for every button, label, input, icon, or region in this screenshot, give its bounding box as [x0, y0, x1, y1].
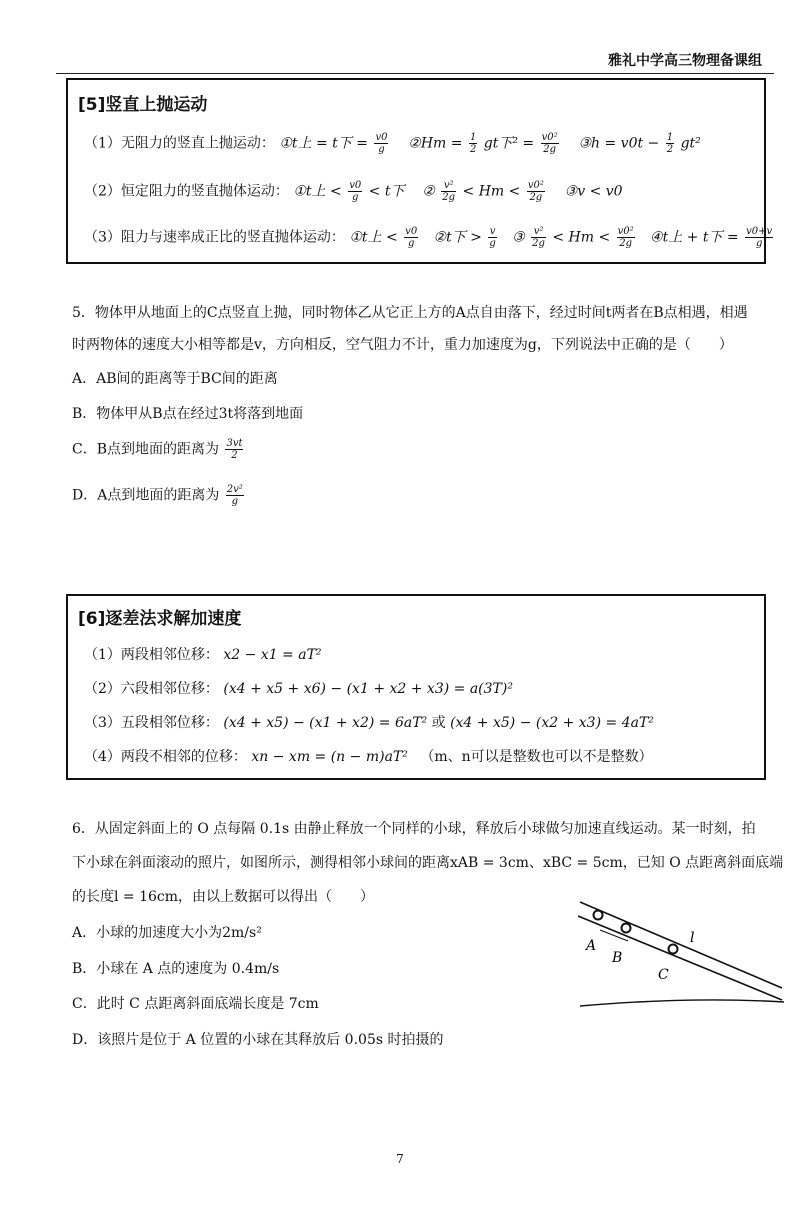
- fraction: $\frac{1}{2}$: [469, 132, 477, 155]
- section6-box: [66, 594, 766, 780]
- formula-part: ①t上 <: [293, 183, 347, 200]
- section5-line3: [84, 226, 775, 249]
- formula: (x4 + x5 + x6) − (x1 + x2 + x3) = a(3T)²: [223, 681, 513, 697]
- section6-line1: [84, 644, 322, 664]
- fraction: $\frac{v0}{g}$: [349, 180, 362, 203]
- or-text: 或: [431, 715, 446, 731]
- formula-part: gt²: [680, 135, 701, 152]
- question5-stem-line1: 5．物体甲从地面上的C点竖直上抛，同时物体乙从它正上方的A点自由落下，经过时间t两者在B点相遇，相遇: [72, 305, 748, 321]
- fraction: $\frac{3vt}{2}$: [226, 438, 243, 461]
- section6-line3-label: （3）五段相邻位移：: [84, 715, 219, 731]
- page-number: 7: [396, 1152, 404, 1166]
- label-l: l: [690, 930, 695, 946]
- formula-part: ④t上 + t下 =: [650, 229, 744, 246]
- formula-height: ③h = v0t −: [578, 135, 664, 152]
- ball-c: [669, 945, 678, 954]
- section6-line3: [84, 712, 654, 732]
- label-b: B: [612, 950, 623, 966]
- fraction: $\frac{\text{2v²}}{g}$: [226, 484, 243, 507]
- question6-option-a: A．小球的加速度大小为2m/s²: [72, 925, 262, 941]
- incline-top-edge: [580, 902, 782, 988]
- section5-line2: [84, 180, 623, 203]
- question6-stem-line1: 6．从固定斜面上的 O 点每隔 0.1s 由静止释放一个同样的小球，释放后小球做匀加速直线运动。某一时刻，拍: [72, 821, 756, 837]
- formula-max-height: ②Hm =: [408, 135, 467, 152]
- formula-part: < Hm <: [552, 229, 615, 246]
- section6-line4: [84, 746, 653, 766]
- section6-line2-label: （2）六段相邻位移：: [84, 681, 219, 697]
- question6-option-b: B．小球在 A 点的速度为 0.4m/s: [72, 961, 280, 977]
- formula-part: ③v < v0: [564, 183, 623, 200]
- formula-time-equal: ①t上 = t下 =: [279, 135, 373, 152]
- option-c-text: C．B点到地面的距离为: [72, 441, 219, 458]
- fraction: $\frac{\text{v²}}{2g}$: [532, 226, 545, 249]
- section5-line3-label: （3）阻力与速率成正比的竖直抛体运动：: [84, 229, 345, 246]
- fraction: $\frac{v0}{g}$: [405, 226, 418, 249]
- formula-part: ②t下 >: [433, 229, 487, 246]
- ball-b: [622, 924, 631, 933]
- question6-option-c: C．此时 C 点距离斜面底端长度是 7cm: [72, 996, 319, 1012]
- fraction: $\frac{\text{v0²}}{2g}$: [527, 180, 544, 203]
- ground-line: [580, 1000, 784, 1006]
- question6-option-d: D．该照片是位于 A 位置的小球在其释放后 0.05s 时拍摄的: [72, 1032, 444, 1048]
- fraction: $\frac{\text{v0²}}{2g}$: [617, 226, 634, 249]
- section6-line1-label: （1）两段相邻位移：: [84, 647, 219, 663]
- fraction: $\frac{1}{2}$: [666, 132, 674, 155]
- section5-box: [66, 78, 773, 264]
- fraction: $\frac{v0+v}{g}$: [746, 226, 773, 249]
- section5-line1: [84, 132, 701, 155]
- fraction: $\frac{\text{v²}}{2g}$: [442, 180, 456, 203]
- formula: (x4 + x5) − (x1 + x2) = 6aT²: [223, 715, 428, 731]
- formula-part: < t下: [368, 183, 405, 200]
- header-school: 雅礼中学高三物理备课组: [608, 53, 762, 69]
- option-d-text: D．A点到地面的距离为: [72, 487, 220, 504]
- formula-part: ②: [422, 183, 435, 200]
- section6-line2: [84, 678, 513, 698]
- question5-option-b: B．物体甲从B点在经过3t将落到地面: [72, 406, 304, 422]
- fraction: $\frac{v}{g}$: [489, 226, 496, 249]
- label-a: A: [586, 938, 597, 954]
- header-divider: [56, 73, 774, 74]
- fraction: $\frac{v0}{g}$: [375, 132, 388, 155]
- section5-title: [5]竖直上抛运动: [78, 95, 208, 115]
- fraction: $\frac{\text{v0²}}{2g}$: [541, 132, 558, 155]
- formula: (x4 + x5) − (x2 + x3) = 4aT²: [450, 715, 654, 731]
- incline-bottom-edge: [578, 916, 782, 1000]
- formula-part: gt下² =: [483, 135, 539, 152]
- section5-line2-label: （2）恒定阻力的竖直抛体运动：: [84, 183, 289, 200]
- section6-title: [6]逐差法求解加速度: [78, 609, 242, 629]
- question6-stem-line3: 的长度l = 16cm，由以上数据可以得出（ ）: [72, 889, 375, 905]
- formula-part: ③: [512, 229, 525, 246]
- incline-figure: [570, 888, 790, 1013]
- question5-option-c: [72, 438, 245, 461]
- section6-line4-label: （4）两段不相邻的位移：: [84, 749, 247, 765]
- formula-part: ①t上 <: [349, 229, 403, 246]
- note: （m、n可以是整数也可以不是整数）: [420, 749, 653, 765]
- question5-option-a: A．AB间的距离等于BC间的距离: [72, 371, 278, 387]
- ball-a: [594, 911, 603, 920]
- section5-line1-label: （1）无阻力的竖直上抛运动：: [84, 135, 275, 152]
- question5-stem-line2: 时两物体的速度大小相等都是v，方向相反，空气阻力不计，重力加速度为g，下列说法中正确的是（ ）: [72, 337, 733, 353]
- formula: xn − xm = (n − m)aT²: [251, 749, 408, 765]
- question6-stem-line2: 下小球在斜面滚动的照片，如图所示，测得相邻小球间的距离xAB = 3cm、xBC = 5cm，已知 O 点距离斜面底端: [72, 855, 784, 871]
- question5-option-d: [72, 484, 246, 507]
- formula-part: < Hm <: [462, 183, 525, 200]
- formula: x2 − x1 = aT²: [223, 647, 322, 663]
- label-c: C: [658, 967, 669, 983]
